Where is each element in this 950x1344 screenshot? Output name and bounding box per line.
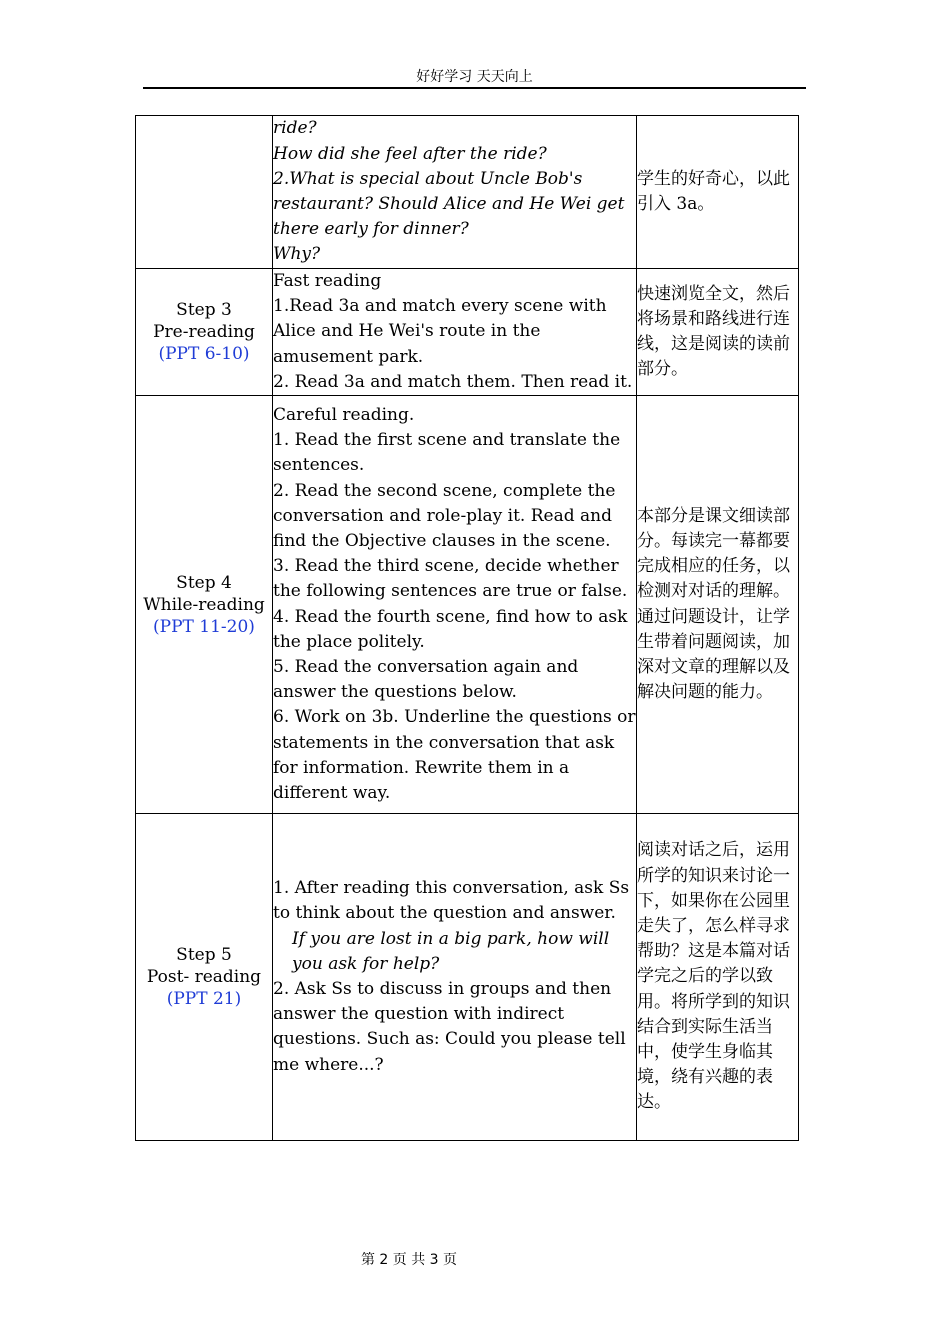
process-cell	[273, 116, 637, 269]
ppt-reference: (PPT 11-20)	[153, 616, 255, 637]
step-cell	[136, 116, 273, 269]
intent-cell: 阅读对话之后，运用所学的知识来讨论一下，如果你在公园里走失了，怎么样寻求帮助？这是本篇对话学完之后的学以致用。将所学到的知识结合到实际生活当中，使学生身临其境，绕有兴趣的表达。	[637, 814, 799, 1141]
intent-cell: 快速浏览全文，然后将场景和路线进行连线，这是阅读的读前部分。	[637, 269, 799, 396]
step-phase: Pre-reading	[153, 322, 255, 342]
process-line: 1. After reading this conversation, ask Ss to think about the question and answer.	[273, 878, 630, 924]
step-phase: While-reading	[143, 594, 265, 615]
process-line: 3. Read the third scene, decide whether the following sentences are true or false.	[273, 556, 628, 602]
process-cell	[273, 814, 637, 1141]
intent-cell: 本部分是课文细读部分。每读完一幕都要完成相应的任务，以检测对对话的理解。通过问题设计，让学生带着问题阅读，加深对文章的理解以及解决问题的能力。	[637, 396, 799, 814]
process-line: ride?	[273, 118, 317, 139]
ppt-reference: (PPT 21)	[166, 989, 242, 1010]
step-number: Step 4	[176, 572, 232, 593]
step-cell	[136, 814, 273, 1141]
process-line: 2.What is special about Uncle Bob's restaurant? Should Alice and He Wei get there early for dinner?	[273, 168, 625, 240]
page-header: 好好学习 天天向上	[416, 69, 533, 85]
step-phase: Post- reading	[146, 967, 262, 988]
process-line: 2. Ask Ss to discuss in groups and then answer the question with indirect questions. Such as: Could you please tell me where...?	[273, 979, 626, 1075]
process-line: Fast reading	[273, 271, 382, 291]
process-cell	[273, 269, 637, 396]
ppt-reference: (PPT 6-10)	[158, 344, 250, 364]
table-row	[136, 269, 799, 396]
process-line: If you are lost in a big park, how will you ask for help?	[292, 928, 610, 974]
lesson-plan-table	[135, 115, 799, 1141]
process-line: 5. Read the conversation again and answer the questions below.	[273, 656, 579, 703]
process-line: 1. Read the first scene and translate the sentences.	[273, 430, 621, 476]
process-line: Why?	[273, 244, 321, 265]
header-rule	[143, 87, 806, 89]
page-footer: 第 2 页 共 3 页	[360, 1252, 458, 1268]
process-line: How did she feel after the ride?	[273, 143, 547, 164]
table-row	[136, 814, 799, 1141]
process-line: 2. Read 3a and match them. Then read it.	[273, 371, 633, 392]
step-number: Step 3	[176, 300, 232, 320]
step-number: Step 5	[176, 945, 232, 966]
table-row	[136, 116, 799, 269]
intent-cell: 学生的好奇心，以此引入 3a。	[637, 116, 799, 269]
step-cell	[136, 269, 273, 396]
process-line: 1.Read 3a and match every scene with Alice and He Wei's route in the amusement park.	[273, 296, 607, 367]
process-cell	[273, 396, 637, 814]
process-line: 2. Read the second scene, complete the conversation and role-play it. Read and find the Objective clauses in the scene.	[273, 480, 616, 551]
process-line: 4. Read the fourth scene, find how to ask the place politely.	[273, 606, 628, 652]
process-line: 6. Work on 3b. Underline the questions or statements in the conversation that ask for information. Rewrite them in a different way.	[273, 707, 636, 803]
process-line: Careful reading.	[273, 404, 415, 425]
step-cell	[136, 396, 273, 814]
table-row	[136, 396, 799, 814]
